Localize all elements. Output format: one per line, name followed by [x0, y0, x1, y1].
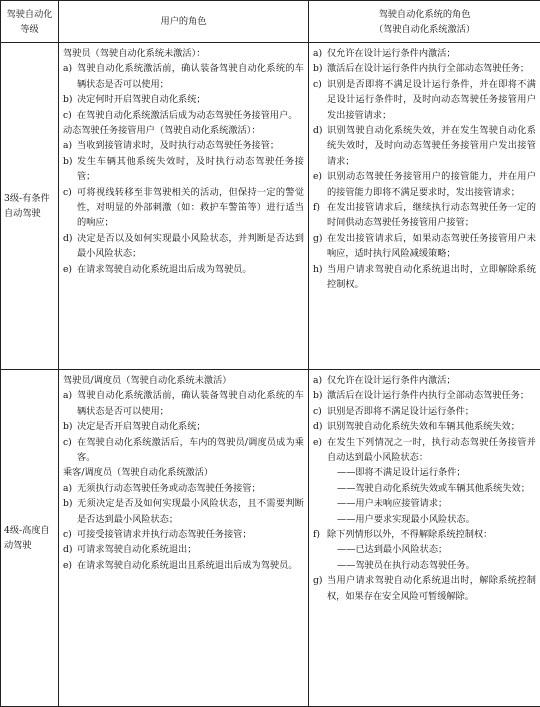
list-text: 仅允许在设计运行条件内激活； — [327, 48, 456, 59]
condition-subitem: ——即将不满足设计运行条件； — [337, 467, 466, 479]
list-text: 驾驶自动化系统激活前，确认装备驾驶自动化系统的车辆状态是否可以使用； — [77, 63, 304, 90]
list-item — [63, 481, 304, 496]
list-item — [313, 527, 536, 542]
list-text: 无须决定是否及如何实现最小风险状态，且不需要判断是否达到最小风险状态； — [77, 498, 304, 525]
role-heading: 乘客/调度员（驾驶自动化系统激活） — [63, 467, 214, 479]
list-item — [313, 373, 536, 388]
role-heading: 驾驶员（驾驶自动化系统未激活）： — [63, 48, 206, 59]
list-item — [63, 388, 304, 419]
list-marker: a) — [63, 390, 73, 402]
list-item — [63, 496, 304, 527]
list-text: 在发生下列情况之一时，执行动态驾驶任务接管并自动达到最小风险状态： — [327, 436, 536, 464]
list-marker: g) — [313, 232, 323, 244]
list-marker: b) — [63, 155, 73, 167]
header-level: 驾驶自动化等级 — [1, 1, 59, 43]
list-text: 可请求驾驶自动化系统退出； — [77, 544, 197, 556]
user-role-cell — [59, 43, 309, 370]
condition-subitem: ——用户未响应接管请求； — [337, 498, 448, 510]
list-marker: b) — [63, 94, 73, 106]
list-item — [63, 542, 304, 557]
automation-level-cell: 3级-有条件自动驾驶 — [1, 43, 59, 370]
list-text: 决定何时开启驾驶自动化系统； — [77, 94, 206, 106]
list-marker: a) — [313, 48, 323, 59]
list-text: 驾驶自动化系统激活前，确认装备驾驶自动化系统的车辆状态是否可以使用； — [77, 390, 304, 417]
list-item — [63, 435, 304, 466]
list-item — [313, 262, 536, 293]
list-text: 在发出接管请求后，如果动态驾驶任务接管用户未响应，适时执行风险减缓策略； — [327, 232, 536, 260]
list-marker: f) — [313, 202, 320, 214]
list-marker: c) — [63, 109, 72, 121]
list-text: 识别动态驾驶任务接管用户的接管能力，并在用户的接管能力即将不满足要求时，发出接管请求； — [327, 171, 536, 198]
list-text: 在请求驾驶自动化系统退出后成为驾驶员。 — [77, 263, 252, 275]
list-item — [313, 231, 536, 262]
list-text: 当用户请求驾驶自动化系统退出时，解除系统控制权，如果存在安全风险可暂缓解除。 — [327, 575, 536, 602]
condition-subitem: ——驾驶员在执行动态驾驶任务。 — [337, 559, 475, 571]
list-marker: d) — [313, 125, 323, 137]
list-text: 识别驾驶自动化系统失效和车辆其他系统失效； — [327, 421, 520, 433]
list-marker: g) — [313, 575, 323, 587]
header-user-role: 用户的角色 — [59, 1, 309, 43]
list-marker: b) — [63, 421, 73, 433]
table-row — [1, 370, 540, 707]
list-item — [63, 419, 304, 434]
list-text: 激活后在设计运行条件内执行全部动态驾驶任务； — [327, 63, 530, 75]
list-text: 在请求驾驶自动化系统退出且系统退出后成为驾驶员。 — [77, 559, 298, 571]
list-item — [63, 231, 304, 262]
list-text: 激活后在设计运行条件内执行全部动态驾驶任务； — [327, 390, 530, 402]
list-item — [313, 61, 536, 76]
list-marker: h) — [313, 263, 323, 275]
list-marker: b) — [313, 390, 323, 402]
system-role-cell — [309, 43, 540, 370]
list-marker: e) — [313, 171, 323, 183]
list-item — [63, 108, 304, 123]
list-item — [313, 404, 536, 419]
list-marker: d) — [63, 544, 73, 556]
list-text: 当收到接管请求时，及时执行动态驾驶任务接管； — [77, 140, 280, 152]
list-text: 决定是否开启驾驶自动化系统； — [77, 421, 206, 433]
header-system-role-note: （驾驶自动化系统激活） — [373, 23, 476, 35]
list-text: 在驾驶自动化系统激活后成为动态驾驶任务接管用户。 — [77, 109, 298, 121]
list-text: 除下列情形以外，不得解除系统控制权： — [327, 529, 493, 541]
condition-subitem: ——已达到最小风险状态； — [337, 544, 448, 556]
list-item — [63, 61, 304, 92]
role-heading: 动态驾驶任务接管用户（驾驶自动化系统激活）： — [63, 125, 261, 137]
list-item — [63, 558, 304, 573]
list-marker: b) — [63, 498, 73, 510]
list-marker: a) — [63, 140, 73, 152]
list-text: 发生车辆其他系统失效时，及时执行动态驾驶任务接管； — [77, 155, 304, 183]
list-text: 可将视线转移至非驾驶相关的活动，但保持一定的警觉性，对明显的外部刺激（如：救护车警笛等）进行适当的响应； — [77, 186, 304, 229]
list-text: 决定是否以及如何实现最小风险状态，并判断是否达到最小风险状态； — [77, 232, 304, 260]
list-text: 仅允许在设计运行条件内激活； — [327, 375, 456, 386]
list-text: 识别是否即将不满足设计运行条件； — [327, 405, 474, 417]
list-marker: e) — [63, 559, 73, 571]
list-marker: b) — [313, 63, 323, 75]
list-text: 在发出接管请求后，继续执行动态驾驶任务一定的时间供动态驾驶任务接管用户接管； — [327, 202, 536, 229]
list-marker: c) — [63, 436, 72, 448]
list-marker: a) — [63, 482, 73, 494]
system-role-cell — [309, 370, 540, 707]
list-item — [63, 262, 304, 277]
user-role-cell — [59, 370, 309, 707]
table-header-row — [1, 1, 540, 43]
list-marker: d) — [63, 232, 73, 244]
list-text: 可接受接管请求并执行动态驾驶任务接管； — [77, 529, 252, 541]
header-system-role — [309, 1, 540, 43]
list-marker: c) — [313, 78, 322, 90]
list-item — [63, 154, 304, 185]
list-item — [313, 573, 536, 604]
list-text: 识别驾驶自动化系统失效，并在发生驾驶自动化系统失效时，及时向动态驾驶任务接管用户发出接管请求； — [327, 125, 536, 167]
list-item — [63, 138, 304, 153]
list-item — [313, 169, 536, 200]
list-marker: f) — [313, 529, 320, 541]
list-item — [313, 388, 536, 403]
role-heading: 驾驶员/调度员（驾驶自动化系统未激活） — [63, 375, 232, 386]
list-item — [313, 46, 536, 61]
list-marker: e) — [63, 263, 73, 275]
list-item — [63, 92, 304, 107]
list-item — [313, 200, 536, 231]
list-item — [313, 419, 536, 434]
table-row — [1, 43, 540, 370]
list-marker: c) — [63, 186, 72, 198]
list-marker: c) — [313, 405, 322, 417]
list-item — [63, 527, 304, 542]
list-marker: e) — [313, 436, 323, 448]
list-item — [313, 123, 536, 169]
list-marker: c) — [63, 529, 72, 541]
list-text: 当用户请求驾驶自动化系统退出时，立即解除系统控制权。 — [327, 263, 536, 291]
header-system-role-title: 驾驶自动化系统的角色 — [378, 8, 471, 20]
list-text: 在驾驶自动化系统激活后，车内的驾驶员/调度员成为乘客。 — [77, 436, 304, 464]
list-marker: d) — [313, 421, 323, 433]
list-text: 无须执行动态驾驶任务或动态驾驶任务接管； — [77, 482, 261, 494]
list-item — [313, 77, 536, 123]
condition-subitem: ——用户要求实现最小风险状态。 — [337, 513, 475, 525]
automation-level-cell: 4级-高度自动驾驶 — [1, 370, 59, 707]
condition-subitem: ——驾驶自动化系统失效或车辆其他系统失效； — [337, 482, 530, 494]
list-item — [313, 435, 536, 466]
list-item — [63, 185, 304, 231]
list-marker: a) — [63, 63, 73, 75]
list-text: 识别是否即将不满足设计运行条件，并在即将不满足设计运行条件时，及时向动态驾驶任务接管用户发出接管请求； — [327, 78, 536, 121]
list-marker: a) — [313, 375, 323, 386]
